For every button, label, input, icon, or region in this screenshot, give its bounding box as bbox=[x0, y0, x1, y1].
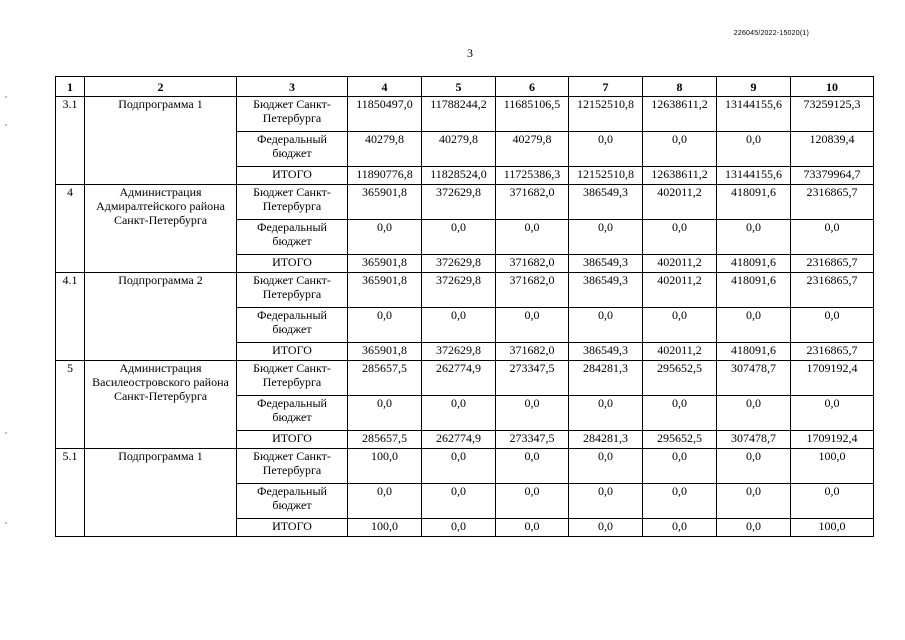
funding-source: Бюджет Санкт-Петербурга bbox=[237, 273, 348, 308]
value-cell: 2316865,7 bbox=[791, 185, 874, 220]
value-cell: 0,0 bbox=[496, 484, 569, 519]
value-cell: 0,0 bbox=[643, 132, 717, 167]
table-row bbox=[56, 449, 874, 484]
value-cell: 0,0 bbox=[569, 449, 643, 484]
value-cell: 0,0 bbox=[569, 132, 643, 167]
value-cell: 12638611,2 bbox=[643, 97, 717, 132]
value-cell: 100,0 bbox=[348, 449, 422, 484]
value-cell: 372629,8 bbox=[422, 343, 496, 361]
value-cell: 0,0 bbox=[422, 220, 496, 255]
value-cell: 1709192,4 bbox=[791, 431, 874, 449]
funding-source: ИТОГО bbox=[237, 431, 348, 449]
funding-source: Федеральный бюджет bbox=[237, 396, 348, 431]
value-cell: 0,0 bbox=[791, 308, 874, 343]
row-index: 3.1 bbox=[56, 97, 85, 185]
value-cell: 0,0 bbox=[496, 396, 569, 431]
column-header: 1 bbox=[56, 77, 85, 97]
row-name: Администрация Адмиралтейского района Санкт-Петербурга bbox=[85, 185, 237, 273]
value-cell: 2316865,7 bbox=[791, 273, 874, 308]
value-cell: 100,0 bbox=[791, 519, 874, 537]
column-header: 7 bbox=[569, 77, 643, 97]
value-cell: 0,0 bbox=[569, 484, 643, 519]
row-name: Подпрограмма 2 bbox=[85, 273, 237, 361]
table-row bbox=[56, 185, 874, 220]
scan-margin-mark bbox=[5, 432, 7, 434]
value-cell: 371682,0 bbox=[496, 273, 569, 308]
value-cell: 284281,3 bbox=[569, 431, 643, 449]
row-name: Подпрограмма 1 bbox=[85, 97, 237, 185]
table-row bbox=[56, 273, 874, 308]
funding-source: ИТОГО bbox=[237, 255, 348, 273]
row-index: 5.1 bbox=[56, 449, 85, 537]
value-cell: 11725386,3 bbox=[496, 167, 569, 185]
value-cell: 2316865,7 bbox=[791, 343, 874, 361]
value-cell: 418091,6 bbox=[717, 273, 791, 308]
value-cell: 372629,8 bbox=[422, 185, 496, 220]
value-cell: 402011,2 bbox=[643, 273, 717, 308]
value-cell: 365901,8 bbox=[348, 185, 422, 220]
value-cell: 12152510,8 bbox=[569, 97, 643, 132]
value-cell: 0,0 bbox=[717, 220, 791, 255]
funding-source: Федеральный бюджет bbox=[237, 308, 348, 343]
value-cell: 2316865,7 bbox=[791, 255, 874, 273]
value-cell: 0,0 bbox=[717, 449, 791, 484]
value-cell: 0,0 bbox=[717, 308, 791, 343]
funding-source: ИТОГО bbox=[237, 519, 348, 537]
value-cell: 418091,6 bbox=[717, 255, 791, 273]
value-cell: 386549,3 bbox=[569, 255, 643, 273]
funding-source: Федеральный бюджет bbox=[237, 132, 348, 167]
value-cell: 40279,8 bbox=[496, 132, 569, 167]
scan-margin-mark bbox=[5, 522, 7, 524]
value-cell: 262774,9 bbox=[422, 431, 496, 449]
column-header: 10 bbox=[791, 77, 874, 97]
column-header: 8 bbox=[643, 77, 717, 97]
row-index: 5 bbox=[56, 361, 85, 449]
value-cell: 73259125,3 bbox=[791, 97, 874, 132]
table-row bbox=[56, 97, 874, 132]
row-name: Администрация Василеостровского района Санкт-Петербурга bbox=[85, 361, 237, 449]
value-cell: 418091,6 bbox=[717, 185, 791, 220]
value-cell: 0,0 bbox=[422, 396, 496, 431]
scan-margin-mark bbox=[5, 124, 7, 126]
value-cell: 0,0 bbox=[422, 308, 496, 343]
value-cell: 0,0 bbox=[348, 396, 422, 431]
value-cell: 386549,3 bbox=[569, 185, 643, 220]
value-cell: 13144155,6 bbox=[717, 167, 791, 185]
funding-source: Федеральный бюджет bbox=[237, 220, 348, 255]
value-cell: 284281,3 bbox=[569, 361, 643, 396]
value-cell: 0,0 bbox=[569, 396, 643, 431]
value-cell: 285657,5 bbox=[348, 431, 422, 449]
value-cell: 0,0 bbox=[717, 484, 791, 519]
value-cell: 0,0 bbox=[496, 519, 569, 537]
value-cell: 73379964,7 bbox=[791, 167, 874, 185]
column-header: 3 bbox=[237, 77, 348, 97]
value-cell: 0,0 bbox=[569, 519, 643, 537]
value-cell: 402011,2 bbox=[643, 255, 717, 273]
value-cell: 0,0 bbox=[643, 396, 717, 431]
value-cell: 365901,8 bbox=[348, 343, 422, 361]
value-cell: 371682,0 bbox=[496, 343, 569, 361]
value-cell: 11850497,0 bbox=[348, 97, 422, 132]
value-cell: 0,0 bbox=[422, 449, 496, 484]
value-cell: 0,0 bbox=[717, 396, 791, 431]
value-cell: 40279,8 bbox=[422, 132, 496, 167]
value-cell: 386549,3 bbox=[569, 343, 643, 361]
value-cell: 0,0 bbox=[569, 308, 643, 343]
value-cell: 0,0 bbox=[422, 484, 496, 519]
value-cell: 100,0 bbox=[348, 519, 422, 537]
value-cell: 0,0 bbox=[643, 220, 717, 255]
value-cell: 371682,0 bbox=[496, 185, 569, 220]
value-cell: 0,0 bbox=[348, 308, 422, 343]
value-cell: 262774,9 bbox=[422, 361, 496, 396]
budget-table bbox=[55, 76, 874, 537]
table-row bbox=[56, 361, 874, 396]
value-cell: 295652,5 bbox=[643, 431, 717, 449]
row-index: 4.1 bbox=[56, 273, 85, 361]
value-cell: 0,0 bbox=[791, 220, 874, 255]
value-cell: 273347,5 bbox=[496, 361, 569, 396]
value-cell: 1709192,4 bbox=[791, 361, 874, 396]
value-cell: 0,0 bbox=[643, 308, 717, 343]
value-cell: 0,0 bbox=[643, 484, 717, 519]
value-cell: 0,0 bbox=[422, 519, 496, 537]
funding-source: Федеральный бюджет bbox=[237, 484, 348, 519]
page-number: 3 bbox=[467, 46, 473, 60]
value-cell: 0,0 bbox=[643, 519, 717, 537]
value-cell: 11685106,5 bbox=[496, 97, 569, 132]
value-cell: 402011,2 bbox=[643, 185, 717, 220]
value-cell: 12152510,8 bbox=[569, 167, 643, 185]
value-cell: 285657,5 bbox=[348, 361, 422, 396]
value-cell: 11890776,8 bbox=[348, 167, 422, 185]
value-cell: 295652,5 bbox=[643, 361, 717, 396]
value-cell: 0,0 bbox=[348, 220, 422, 255]
column-header: 4 bbox=[348, 77, 422, 97]
value-cell: 11788244,2 bbox=[422, 97, 496, 132]
row-index: 4 bbox=[56, 185, 85, 273]
value-cell: 13144155,6 bbox=[717, 97, 791, 132]
value-cell: 0,0 bbox=[791, 396, 874, 431]
funding-source: ИТОГО bbox=[237, 343, 348, 361]
value-cell: 0,0 bbox=[569, 220, 643, 255]
value-cell: 120839,4 bbox=[791, 132, 874, 167]
value-cell: 0,0 bbox=[791, 484, 874, 519]
value-cell: 40279,8 bbox=[348, 132, 422, 167]
column-header: 5 bbox=[422, 77, 496, 97]
value-cell: 0,0 bbox=[717, 132, 791, 167]
value-cell: 0,0 bbox=[496, 220, 569, 255]
column-header: 9 bbox=[717, 77, 791, 97]
value-cell: 0,0 bbox=[643, 449, 717, 484]
row-name: Подпрограмма 1 bbox=[85, 449, 237, 537]
value-cell: 402011,2 bbox=[643, 343, 717, 361]
value-cell: 386549,3 bbox=[569, 273, 643, 308]
value-cell: 12638611,2 bbox=[643, 167, 717, 185]
value-cell: 100,0 bbox=[791, 449, 874, 484]
funding-source: Бюджет Санкт-Петербурга bbox=[237, 361, 348, 396]
value-cell: 0,0 bbox=[496, 308, 569, 343]
value-cell: 365901,8 bbox=[348, 273, 422, 308]
scan-margin-mark bbox=[5, 96, 7, 98]
value-cell: 365901,8 bbox=[348, 255, 422, 273]
value-cell: 11828524,0 bbox=[422, 167, 496, 185]
value-cell: 371682,0 bbox=[496, 255, 569, 273]
value-cell: 0,0 bbox=[348, 484, 422, 519]
value-cell: 372629,8 bbox=[422, 273, 496, 308]
value-cell: 0,0 bbox=[496, 449, 569, 484]
value-cell: 307478,7 bbox=[717, 431, 791, 449]
column-header: 2 bbox=[85, 77, 237, 97]
value-cell: 273347,5 bbox=[496, 431, 569, 449]
value-cell: 307478,7 bbox=[717, 361, 791, 396]
value-cell: 0,0 bbox=[717, 519, 791, 537]
value-cell: 418091,6 bbox=[717, 343, 791, 361]
value-cell: 372629,8 bbox=[422, 255, 496, 273]
column-header: 6 bbox=[496, 77, 569, 97]
funding-source: Бюджет Санкт-Петербурга bbox=[237, 185, 348, 220]
funding-source: Бюджет Санкт-Петербурга bbox=[237, 97, 348, 132]
table-header-row bbox=[56, 77, 874, 97]
funding-source: ИТОГО bbox=[237, 167, 348, 185]
table-body bbox=[56, 97, 874, 537]
document-number: 226045/2022-15020(1) bbox=[733, 30, 809, 37]
funding-source: Бюджет Санкт-Петербурга bbox=[237, 449, 348, 484]
